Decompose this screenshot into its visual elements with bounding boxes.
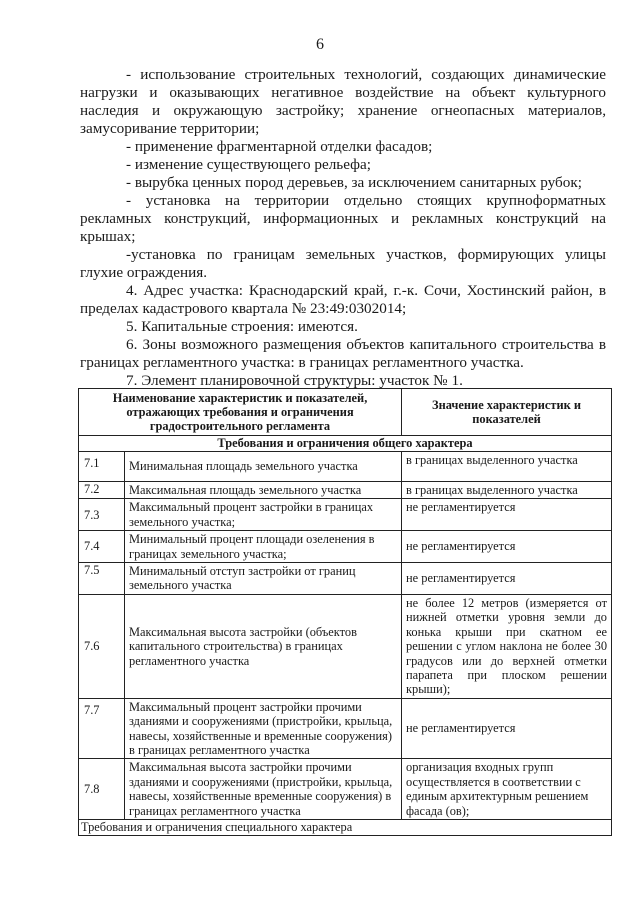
table-row [79, 452, 612, 482]
paragraph: - установка на территории отдельно стоящих крупноформатных рекламных конструкций, информационных и рекламных конструкций на крышах; [80, 192, 606, 245]
page-number: 6 [316, 36, 324, 53]
requirements-table [78, 388, 612, 836]
row-name: Максимальная высота застройки прочими зданиями и сооружениями (пристройки, крыльца, навесы, хозяйственные временные сооружения) в границах регламентного участка [125, 759, 402, 820]
row-number: 7.6 [79, 594, 125, 698]
table-header-row [79, 389, 612, 436]
row-value: не более 12 метров (измеряется от нижней отметки уровня земли до конька крыши при скатном ее решении с углом наклона не более 30 градусов или до верхней отметки парапета при плоском решении крыши); [402, 594, 612, 698]
row-value: не регламентируется [402, 531, 612, 563]
paragraph: 6. Зоны возможного размещения объектов капитального строительства в границах регламентного участка: в границах регламентного участка. [80, 336, 606, 371]
row-name: Максимальная площадь земельного участка [125, 482, 402, 499]
document-body [80, 66, 606, 390]
row-value: не регламентируется [402, 563, 612, 595]
row-number: 7.4 [79, 531, 125, 563]
table-row [79, 563, 612, 595]
paragraph: 5. Капитальные строения: имеются. [126, 318, 358, 335]
table-row [79, 698, 612, 759]
row-number: 7.3 [79, 499, 125, 531]
row-name: Минимальный процент площади озеленения в границах земельного участка; [125, 531, 402, 563]
paragraph: - изменение существующего рельефа; [126, 156, 371, 173]
table-row [79, 531, 612, 563]
paragraph: - применение фрагментарной отделки фасадов; [126, 138, 433, 155]
row-number: 7.7 [79, 698, 125, 759]
table-row [79, 759, 612, 820]
header-name-cell: Наименование характеристик и показателей, отражающих требования и ограничения градостроительного регламента [79, 389, 402, 436]
paragraph: 4. Адрес участка: Краснодарский край, г.-к. Сочи, Хостинский район, в пределах кадастрового квартала № 23:49:0302014; [80, 282, 606, 317]
row-value: не регламентируется [402, 499, 612, 531]
row-name: Минимальный отступ застройки от границ земельного участка [125, 563, 402, 595]
table-row [79, 499, 612, 531]
table-row [79, 482, 612, 499]
paragraph: - вырубка ценных пород деревьев, за исключением санитарных рубок; [126, 174, 582, 191]
row-number: 7.2 [79, 482, 125, 499]
paragraph: 7. Элемент планировочной структуры: участок № 1. [126, 372, 463, 389]
table-row [79, 594, 612, 698]
row-name: Максимальная высота застройки (объектов капитального строительства) в границах регламентного участка [125, 594, 402, 698]
section-title: Требования и ограничения специального характера [79, 820, 612, 835]
row-number: 7.1 [79, 452, 125, 482]
row-value: организация входных групп осуществляется в соответствии с единым архитектурным решением фасада (ов); [402, 759, 612, 820]
row-number: 7.5 [79, 563, 125, 595]
paragraph: -установка по границам земельных участков, формирующих улицы глухие ограждения. [80, 246, 606, 281]
section-row-general [79, 436, 612, 452]
row-number: 7.8 [79, 759, 125, 820]
section-row-special [79, 820, 612, 835]
section-title: Требования и ограничения общего характера [79, 436, 612, 452]
row-value: не регламентируется [402, 698, 612, 759]
header-value-cell: Значение характеристик и показателей [402, 389, 612, 436]
row-value: в границах выделенного участка [402, 482, 612, 499]
row-name: Максимальный процент застройки в границах земельного участка; [125, 499, 402, 531]
row-value: в границах выделенного участка [402, 452, 612, 482]
paragraph: - использование строительных технологий, создающих динамические нагрузки и оказывающих негативное воздействие на объект культурного наследия и окружающую застройку; хранение огнеопасных материалов, замусоривание территории; [80, 66, 606, 137]
row-name: Максимальный процент застройки прочими зданиями и сооружениями (пристройки, крыльца, навесы, хозяйственные и временные сооружения) в границах регламентного участка [125, 698, 402, 759]
row-name: Минимальная площадь земельного участка [125, 452, 402, 482]
